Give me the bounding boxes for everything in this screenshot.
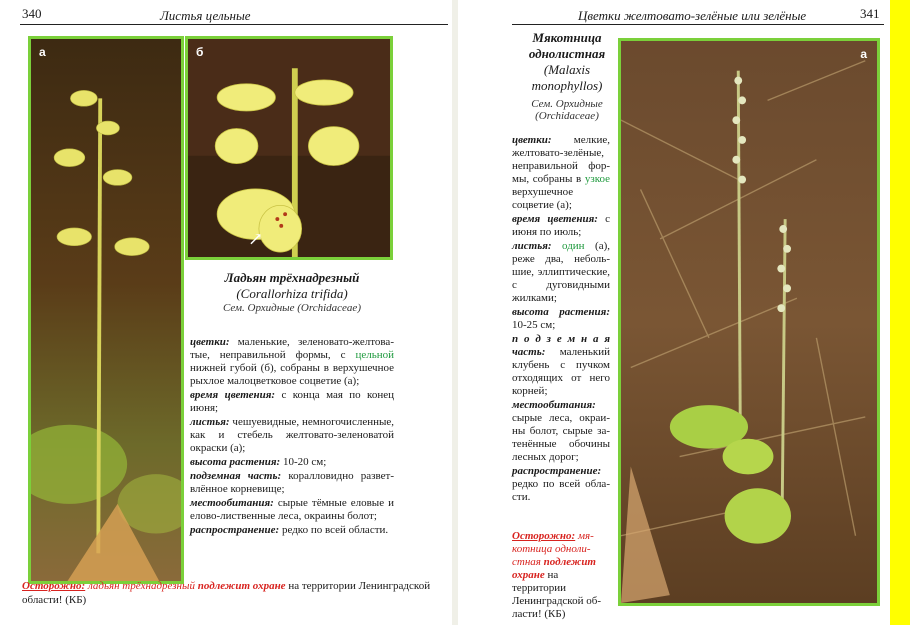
photo-label: а [860, 47, 867, 61]
running-title: Листья цельные [160, 8, 251, 23]
entry-habitat: местообитания: сырые тёмные еловые и елово-лиственные леса, окраины болот; [190, 497, 394, 522]
entry-distribution: распространение: редко по всей области. [512, 465, 610, 503]
protection-warning: Осторожно: мякотница однолистная подлежит охране на территории Ленинградской области! (КБ) [512, 530, 601, 620]
species-latin: (Corallorhiza trifida) [236, 286, 348, 301]
photo-label: б [196, 45, 204, 59]
entry-flowers: цветки: мелкие, желтовато-зелёные, неправильной формы, собраны в узкое верхушечное соцветие (а); [512, 134, 610, 211]
species-family-line2: (Orchidaceae) [535, 110, 599, 122]
entry-underground: подземная часть: коралловидно разветвлённое корневище; [190, 470, 394, 495]
species-description [512, 134, 610, 504]
header-rule [20, 24, 448, 25]
entry-bloom: время цветения: с конца мая по конец июня; [190, 389, 394, 414]
species-description [190, 336, 394, 537]
species-latin-line1: (Malaxis [543, 62, 591, 77]
entry-leaves: листья: чешуевидные, немногочисленные, как и стебель желтовато-зеленоватой окраски (а); [190, 416, 394, 454]
entry-height: высота растения: 10-20 см; [190, 456, 327, 468]
species-latin-line2: monophyllos) [531, 78, 603, 93]
species-family: Сем. Орхидные (Orchidaceae) [223, 302, 361, 314]
entry-leaves: листья: один (а), реже два, небольшие, эллиптические, с дуговидными жилками; [512, 240, 610, 304]
running-title: Цветки желтовато-зелёные или зелёные [578, 8, 807, 23]
entry-height: высота растения: 10-25 см; [512, 306, 610, 331]
species-heading [512, 30, 622, 122]
photo-a-image [31, 39, 181, 581]
page-number: 340 [22, 6, 42, 21]
species-name-line2: однолистная [528, 46, 606, 61]
species-name: Ладьян трёхнадрезный [224, 270, 360, 285]
photo-a-coralroot-plant [28, 36, 184, 584]
entry-underground: п о д з е м н а я часть: маленький клубень с пучком отходящих от него корней; [512, 333, 610, 397]
photo-b-flower-closeup [185, 36, 393, 260]
photo-b-image [188, 39, 390, 257]
species-name-line1: Мякотница [532, 30, 602, 45]
entry-distribution: распространение: редко по всей области. [190, 524, 389, 536]
species-family-line1: Сем. Орхидные [531, 98, 603, 110]
entry-bloom: время цветения: с июня по июль; [512, 213, 610, 238]
left-page [0, 0, 452, 625]
photo-label: а [39, 45, 46, 59]
photo-a-image [621, 41, 877, 603]
protection-warning: Осторожно: ладьян трёхнадрезный подлежит охране на территории Ленинградской области! (КБ) [22, 580, 431, 606]
entry-flowers: цветки: маленькие, зеленовато-желтоватые, неправильной формы, с цельной нижней губой (б), собраны в верхушечное рыхлое малоцветковое соцветие (а); [190, 336, 394, 387]
page-number: 341 [860, 6, 880, 21]
header-rule [512, 24, 884, 25]
entry-habitat: местообитания: сырые леса, окраины болот, сырые затенённые обочины лесных дорог; [512, 399, 610, 463]
arrow-icon: ↗ [248, 229, 264, 249]
species-heading [190, 270, 394, 314]
right-page [458, 0, 890, 625]
photo-a-malaxis-plant [618, 38, 880, 606]
